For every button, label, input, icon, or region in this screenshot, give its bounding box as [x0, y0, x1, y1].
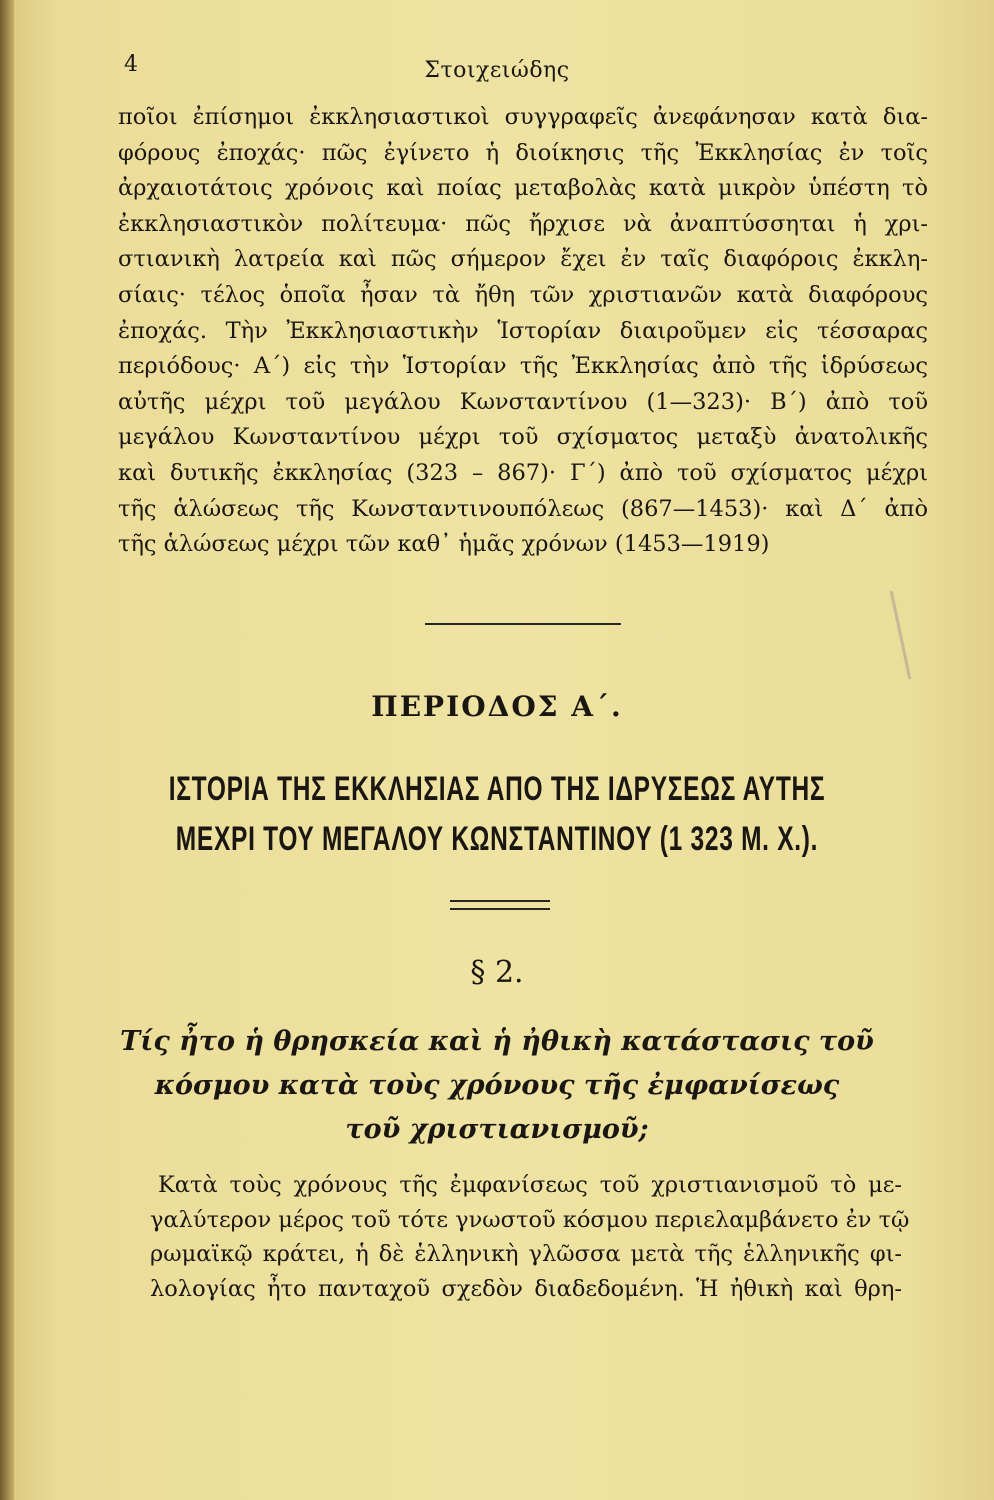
text-line: ἐκκλησιαστικὸν πολίτευμα· πῶς ἤρχισε νὰ ἀναπτύσσηται ἡ χρι- — [118, 210, 928, 237]
question-line: κόσμου κατὰ τοὺς χρόνους τῆς ἐμφανίσεως — [154, 1070, 840, 1101]
page-number: 4 — [124, 52, 138, 77]
section-body — [150, 1168, 910, 1306]
text-line: περιόδους· Α΄) εἰς τὴν Ἱστορίαν τῆς Ἐκκλησίας ἀπὸ τῆς ἱδρύσεως — [118, 353, 928, 380]
text-line: μεγάλου Κωνσταντίνου μέχρι τοῦ σχίσματος μεταξὺ ἀνατολικῆς — [118, 424, 928, 451]
text-line: φόρους ἐποχάς· πῶς ἐγίνετο ἡ διοίκησις τῆς Ἐκκλησίας ἐν τοῖς — [118, 139, 928, 166]
question-line: τοῦ χριστιανισμοῦ; — [345, 1114, 649, 1145]
text-line: ρωμαϊκῷ κράτει, ἡ δὲ ἑλληνικὴ γλῶσσα μετὰ τῆς ἑλληνικῆς φι- — [150, 1241, 902, 1267]
running-head: Στοιχειώδης — [424, 58, 570, 83]
section-number: § 2. — [470, 955, 524, 990]
question-line: Τίς ἦτο ἡ θρησκεία καὶ ἡ ἠθικὴ κατάστασις τοῦ — [120, 1026, 874, 1057]
text-line: Κατὰ τοὺς χρόνους τῆς ἐμφανίσεως τοῦ χριστιανισμοῦ τὸ με- — [158, 1172, 902, 1198]
period-subtitle-line-2: ΜΕΧΡΙ ΤΟΥ ΜΕΓΑΛΟΥ ΚΩΝΣΤΑΝΤΙΝΟΥ (1 323 Μ. Χ.). — [175, 820, 819, 858]
period-subtitle-line-1: ΙΣΤΟΡΙΑ ΤΗΣ ΕΚΚΛΗΣΙΑΣ ΑΠΟ ΤΗΣ ΙΔΡΥΣΕΩΣ ΑΥΤΗΣ — [168, 770, 826, 808]
double-divider-rule — [450, 900, 550, 910]
section-question — [0, 1020, 994, 1152]
text-line: σίαις· τέλος ὁποῖα ἦσαν τὰ ἤθη τῶν χριστιανῶν κατὰ διαφόρους — [118, 281, 928, 308]
text-line: ἀρχαιοτάτοις χρόνοις καὶ ποίας μεταβολὰς κατὰ μικρὸν ὑπέστη τὸ — [118, 175, 928, 202]
text-line: καὶ δυτικῆς ἐκκλησίας (323 – 867)· Γ΄) ἀπὸ τοῦ σχίσματος μέχρι — [118, 459, 928, 486]
text-line: τῆς ἁλώσεως μέχρι τῶν καθ᾽ ἡμᾶς χρόνων (1453—1919) — [118, 531, 770, 558]
text-line: γαλύτερον μέρος τοῦ τότε γνωστοῦ κόσμου περιελαμβάνετο ἐν τῷ — [150, 1206, 910, 1233]
text-line: αὐτῆς μέχρι τοῦ μεγάλου Κωνσταντίνου (1—323)· Β΄) ἀπὸ τοῦ — [118, 388, 928, 415]
divider-rule — [425, 623, 621, 625]
intro-paragraph — [118, 100, 928, 563]
text-line: στιανικὴ λατρεία καὶ πῶς σήμερον ἔχει ἐν ταῖς διαφόροις ἐκκλη- — [118, 246, 928, 273]
text-line: ἐποχάς. Τὴν Ἐκκλησιαστικὴν Ἱστορίαν διαιροῦμεν εἰς τέσσαρας — [118, 317, 928, 344]
text-line: ποῖοι ἐπίσημοι ἐκκλησιαστικοὶ συγγραφεῖς ἀνεφάνησαν κατὰ δια- — [118, 104, 928, 130]
page-binding-edge — [0, 0, 14, 1500]
text-line: λολογίας ἦτο πανταχοῦ σχεδὸν διαδεδομένη. Ἡ ἠθικὴ καὶ θρη- — [150, 1275, 902, 1302]
text-line: τῆς ἁλώσεως τῆς Κωνσταντινουπόλεως (867—1453)· καὶ Δ΄ ἀπὸ — [118, 495, 928, 522]
period-heading: ΠΕΡΙΟΔΟΣ Α΄. — [371, 690, 623, 723]
